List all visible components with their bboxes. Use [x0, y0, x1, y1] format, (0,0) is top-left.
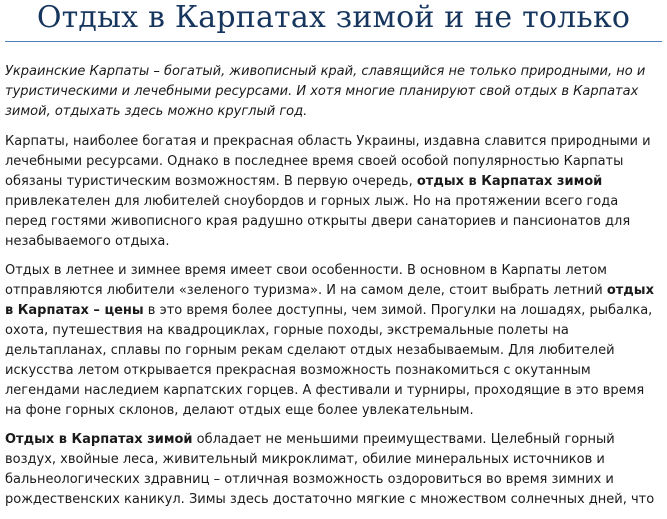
paragraph-2 [5, 261, 662, 421]
paragraph-2-keyword: отдых в Карпатах – цены [5, 283, 654, 318]
paragraph-3-keyword: Отдых в Карпатах зимой [5, 432, 193, 447]
article-title: Отдых в Карпатах зимой и не только [36, 0, 631, 35]
paragraph-3 [5, 430, 662, 510]
paragraph-1-keyword: отдых в Карпатах зимой [416, 174, 603, 189]
paragraph-2-text-start: Отдых в летнее и зимнее время имеет свои особенности. В основном в Карпаты летом отправляются любители «зеленого туризма». И на самом деле, стоит выбрать летний [5, 263, 607, 298]
paragraph-1 [5, 132, 662, 252]
paragraph-1-text-end: привлекателен для любителей сноубордов и горных лыж. Но на протяжении всего года перед гостями живописного края радушно открыты двери санаториев и пансионатов для незабываемого отдыха. [5, 194, 631, 249]
article-lead: Украинские Карпаты – богатый, живописный край, славящийся не только природными, но и туристическими и лечебными ресурсами. И хотя многие планируют свой отдых в Карпатах зимой, отдыхать здесь можно круглый год. [5, 64, 646, 119]
paragraph-2-text-end: в это время более доступны, чем зимой. Прогулки на лошадях, рыбалка, охота, путешествия на квадроциклах, горные походы, экстремальные полеты на дельтапланах, сплавы по горным рекам сделают отдых незабываемым. Для любителей искусства летом открывается прекрасная возможность познакомиться с окутанным легендами наследием карпатских горцев. А фестивали и турниры, проходящие в это время на фоне горных склонов, делают отдых еще более увлекательным. [5, 303, 653, 418]
paragraph-1-text-start: Карпаты, наиболее богатая и прекрасная область Украины, издавна славится природными и лечебными ресурсами. Однако в последнее время своей особой популярностью Карпаты обязаны туристическим возможностям. В первую очередь, [5, 134, 651, 189]
article-body [5, 62, 662, 519]
title-divider [5, 41, 662, 42]
paragraph-3-text-end: обладает не меньшими преимуществами. Целебный горный воздух, хвойные леса, живительный микроклимат, обилие минеральных источников и бальнеологических здравниц – отличная возможность оздоровиться во время зимних и рождественских каникул. Зимы здесь достаточно мягкие с множеством солнечных дней, что [5, 432, 655, 507]
